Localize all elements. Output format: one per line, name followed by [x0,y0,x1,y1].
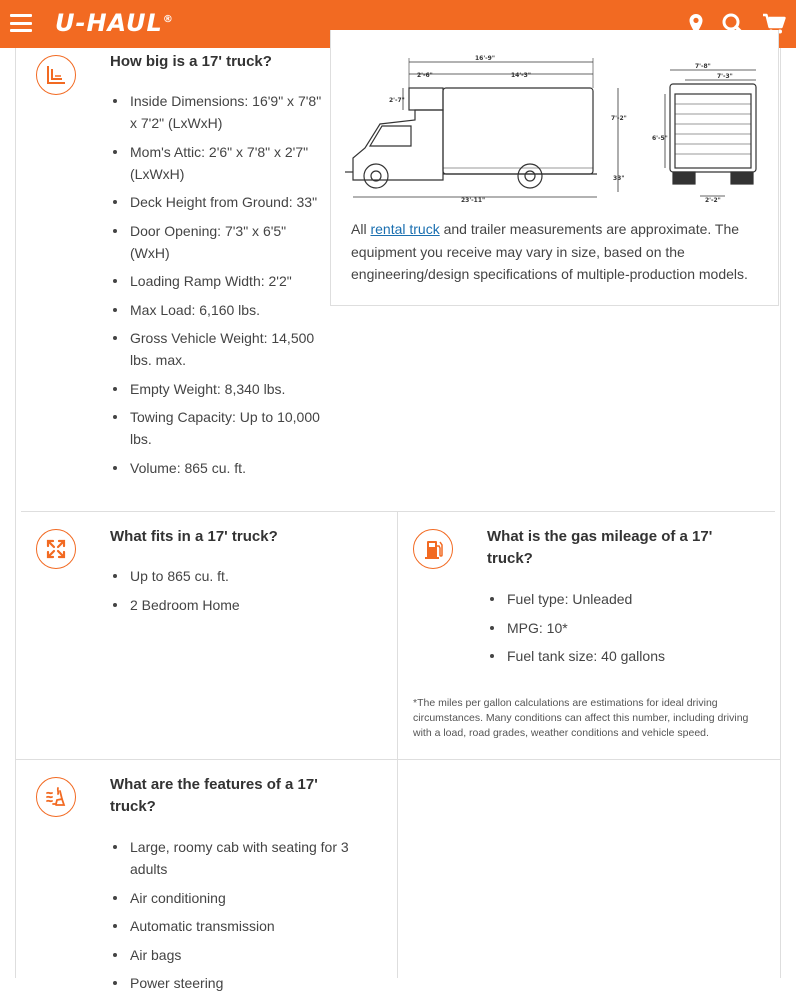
features-list [110,836,360,1001]
list-item: Large, roomy cab with seating for 3 adults [110,836,360,880]
dim-label-rear-inner-w: 7'-3" [717,73,733,80]
dim-label-rear-h: 6'-5" [652,135,668,142]
list-item: Inside Dimensions: 16'9" x 7'8" x 7'2" (LxWxH) [110,90,325,134]
list-item: Empty Weight: 8,340 lbs. [110,378,325,400]
column-divider [397,511,398,978]
dim-label-box-len: 14'-3" [511,72,531,79]
list-item: Loading Ramp Width: 2'2" [110,270,325,292]
list-item: Fuel type: Unleaded [487,588,757,610]
mileage-list [487,588,757,674]
list-item: Volume: 865 cu. ft. [110,457,325,479]
list-item: MPG: 10* [487,617,757,639]
list-item: Max Load: 6,160 lbs. [110,299,325,321]
expand-arrows-icon [36,529,76,569]
list-item: Mom's Attic: 2'6" x 7'8" x 2'7" (LxWxH) [110,141,325,185]
fuel-pump-icon [413,529,453,569]
list-item: Air conditioning [110,887,360,909]
section-divider [21,511,775,512]
fits-list [110,565,380,622]
features-section-title: What are the features of a 17' truck? [110,776,318,815]
fits-section-title: What fits in a 17' truck? [110,528,278,545]
heated-seat-icon [36,777,76,817]
size-section-title: How big is a 17' truck? [110,53,272,70]
list-item: Door Opening: 7'3" x 6'5" (WxH) [110,220,325,264]
truck-dimension-diagram [345,54,765,206]
diagram-caption: All rental truck and trailer measurements are approximate. The equipment you receive may vary in size, based on the engineering/design specifications of multiple-production models. [351,221,748,282]
dim-label-top-total: 16'-9" [475,55,495,62]
rental-truck-link[interactable]: rental truck [370,221,440,237]
list-item: Automatic transmission [110,915,360,937]
mpg-footnote: *The miles per gallon calculations are estimations for ideal driving circumstances. Many conditions can affect this number, including driving with a load, road grades, weather conditions and vehicle speed. [413,697,749,739]
section-divider [16,759,780,760]
list-item: Fuel tank size: 40 gallons [487,645,757,667]
dimensions-icon [36,55,76,95]
list-item: Power steering [110,972,360,994]
mileage-section-title: What is the gas mileage of a 17' truck? [487,528,713,567]
list-item: Up to 865 cu. ft. [110,565,380,587]
dim-label-overall-len: 23'-11" [461,197,486,204]
uhaul-logo[interactable]: U-HAUL® [55,9,174,37]
dim-label-rear-outer-w: 7'-8" [695,63,711,70]
list-item: Gross Vehicle Weight: 14,500 lbs. max. [110,327,325,371]
dim-label-box-h: 7'-2" [611,115,627,122]
dim-label-deck-h: 33" [613,175,625,182]
hamburger-icon[interactable] [10,14,32,32]
dim-label-ramp-w: 2'-2" [705,197,721,204]
size-spec-list [110,90,325,485]
list-item: Deck Height from Ground: 33" [110,191,325,213]
list-item: Air bags [110,944,360,966]
dim-label-attic-len: 2'-6" [417,72,433,79]
list-item: Towing Capacity: Up to 10,000 lbs. [110,406,325,450]
list-item: 2 Bedroom Home [110,594,380,616]
dim-label-attic-h: 2'-7" [389,97,405,104]
